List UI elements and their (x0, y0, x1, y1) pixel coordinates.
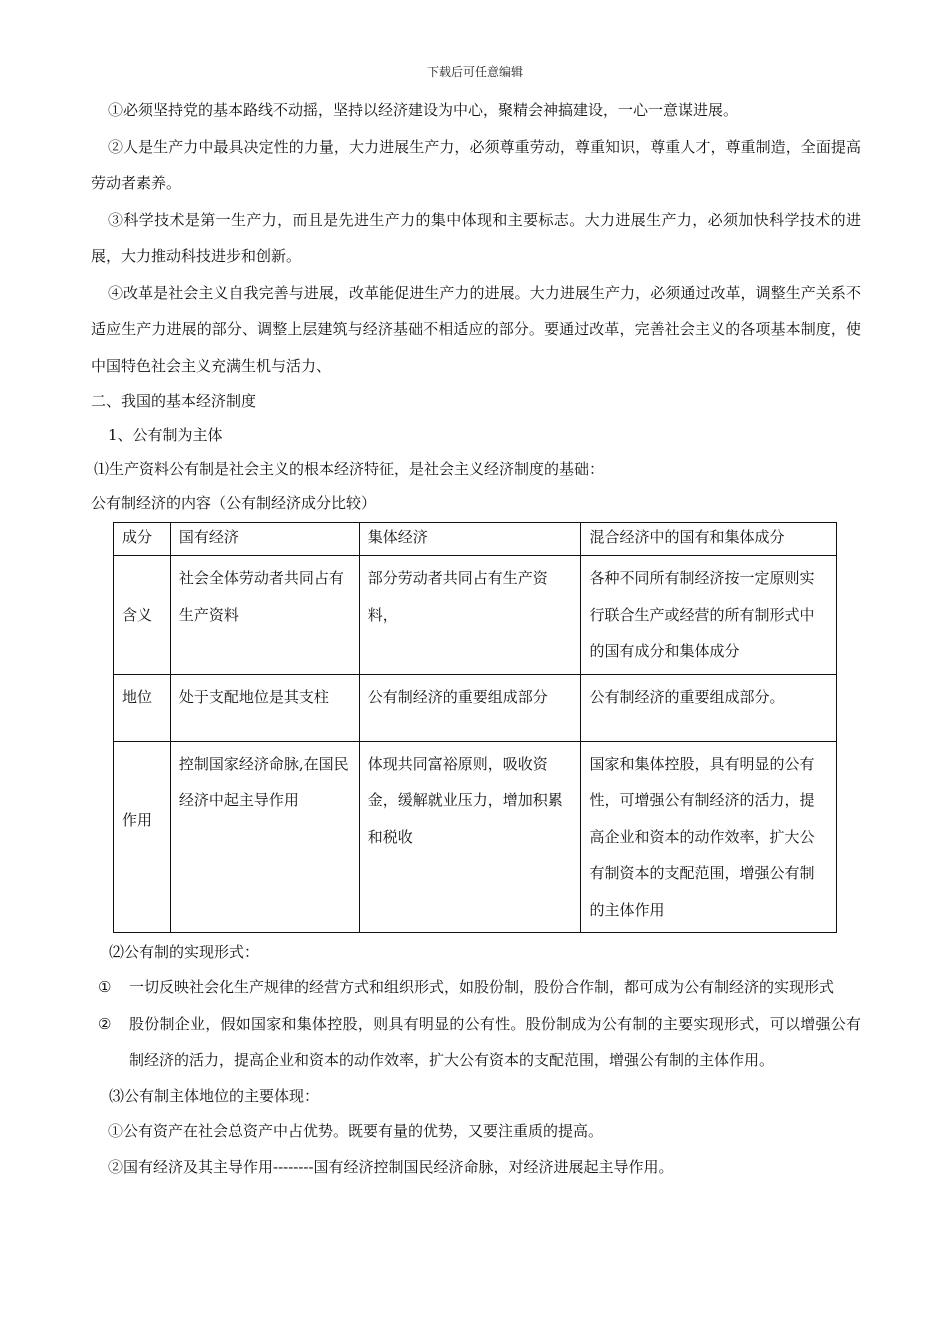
list-item (91, 1006, 861, 1079)
item-text: 一切反映社会化生产规律的经营方式和组织形式，如股份制，股份合作制，都可成为公有制经济的实现形式 (129, 978, 835, 996)
list-item (91, 969, 861, 1006)
section-title: 二、我国的基本经济制度 (91, 392, 257, 410)
intro-point-3: ③科学技术是第一生产力，而且是先进生产力的集中体现和主要标志。大力进展生产力，必须加快科学技术的进展，大力推动科技进步和创新。 (91, 210, 861, 265)
table-cell: 社会全体劳动者共同占有生产资料 (170, 556, 359, 675)
table-cell: 部分劳动者共同占有生产资料， (359, 556, 581, 675)
table-cell: 控制国家经济命脉,在国民经济中起主导作用 (170, 741, 359, 933)
row-label: 作用 (114, 741, 171, 933)
list-item: ①公有资产在社会总资产中占优势。既要有量的优势，又要注重质的提高。 (108, 1121, 604, 1140)
subsection-title: 1、公有制为主体 (108, 426, 223, 444)
table-cell: 公有制经济的重要组成部分 (359, 674, 581, 741)
point2-title: ⑵公有制的实现形式： (109, 943, 260, 961)
row-label: 地位 (114, 674, 171, 741)
intro-point-4: ④改革是社会主义自我完善与进展，改革能促进生产力的进展。大力进展生产力，必须通过改革，调整生产关系不适应生产力进展的部分、调整上层建筑与经济基础不相适应的部分。要通过改革，完善社会主义的各项基本制度，使中国特色社会主义充满生机与活力、 (91, 283, 861, 375)
table-header-cell: 国有经济 (170, 523, 359, 556)
page-header: 下载后可任意编辑 (426, 65, 523, 79)
table-header-cell: 成分 (114, 523, 171, 556)
list-item: ②国有经济及其主导作用--------国有经济控制国民经济命脉，对经济进展起主导作用。 (108, 1158, 674, 1176)
document-body (91, 92, 861, 1186)
table-header-row (114, 523, 837, 556)
table-row (114, 556, 837, 675)
table-cell: 体现共同富裕原则，吸收资金，缓解就业压力，增加积累和税收 (359, 741, 581, 933)
item-number: ① (98, 978, 112, 996)
table-cell: 处于支配地位是其支柱 (170, 674, 359, 741)
point3-title: ⑶公有制主体地位的主要体现： (109, 1086, 320, 1105)
economy-comparison-table (113, 522, 837, 933)
table-cell: 公有制经济的重要组成部分。 (581, 674, 837, 741)
table-header-cell: 混合经济中的国有和集体成分 (581, 523, 837, 556)
point1-title: ⑴生产资料公有制是社会主义的根本经济特征，是社会主义经济制度的基础： (94, 460, 605, 478)
table-header-cell: 集体经济 (359, 523, 581, 556)
table-cell: 国家和集体控股，具有明显的公有性，可增强公有制经济的活力，提高企业和资本的动作效率，扩大公有制资本的支配范围，增强公有制的主体作用 (581, 741, 837, 933)
intro-point-1: ①必须坚持党的基本路线不动摇，坚持以经济建设为中心，聚精会神搞建设，一心一意谋进展。 (108, 101, 739, 119)
table-row (114, 741, 837, 933)
row-label: 含义 (114, 556, 171, 675)
table-row (114, 674, 837, 741)
item-number: ② (98, 1014, 112, 1033)
intro-point-2: ②人是生产力中最具决定性的力量，大力进展生产力，必须尊重劳动，尊重知识，尊重人才，尊重制造，全面提高劳动者素养。 (91, 137, 861, 192)
item-text: 股份制企业，假如国家和集体控股，则具有明显的公有性。股份制成为公有制的主要实现形式，可以增强公有制经济的活力，提高企业和资本的动作效率，扩大公有资本的支配范围，增强公有制的主体作用。 (129, 1014, 861, 1069)
table-caption: 公有制经济的内容（公有制经济成分比较） (91, 494, 377, 512)
table-cell: 各种不同所有制经济按一定原则实行联合生产或经营的所有制形式中的国有成分和集体成分 (581, 556, 837, 675)
